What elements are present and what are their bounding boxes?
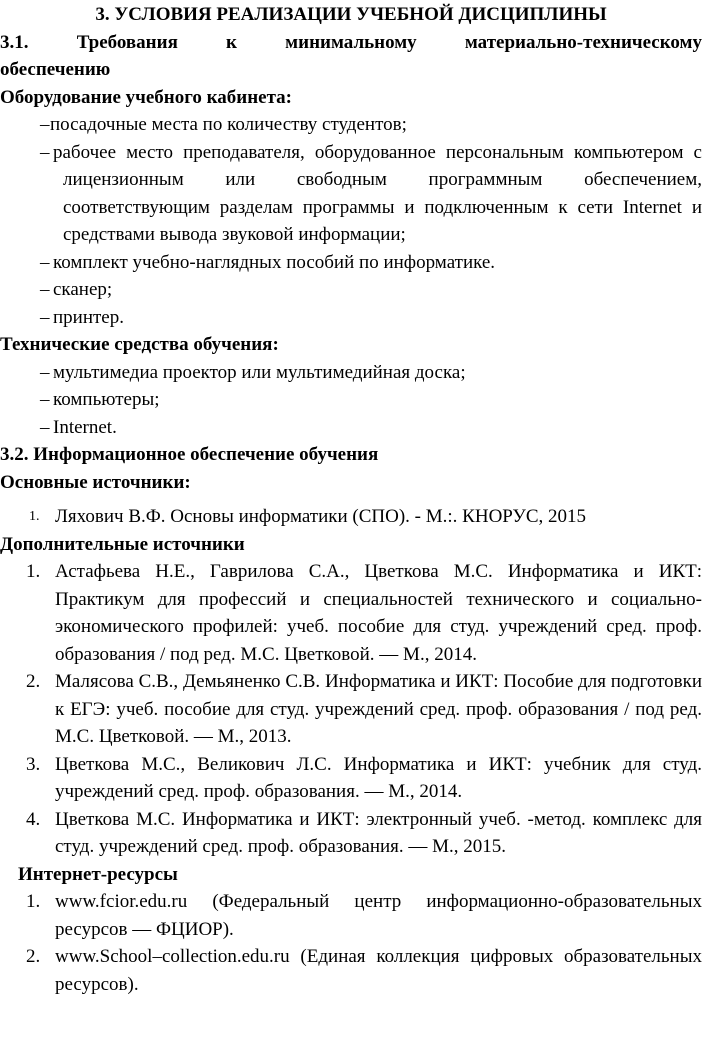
resource-number: 1. (26, 891, 41, 912)
list-item-text: компьютеры; (53, 389, 160, 410)
reference-number: 2. (26, 671, 41, 692)
section-3-1-heading: 3.1. Требования к минимальному материально-техническому (0, 31, 702, 53)
section-title: 3. УСЛОВИЯ РЕАЛИЗАЦИИ УЧЕБНОЙ ДИСЦИПЛИНЫ (95, 4, 607, 25)
equipment-heading: Оборудование учебного кабинета: (0, 86, 293, 108)
list-item-text: сканер; (53, 279, 113, 300)
tech-list (0, 359, 702, 442)
list-item-text: посадочные места по количеству студентов; (50, 114, 407, 135)
reference-number: 3. (26, 753, 41, 775)
list-item-text: Internet. (53, 416, 117, 438)
resource-number: 2. (26, 946, 41, 967)
list-item (0, 386, 702, 414)
list-item (0, 304, 702, 332)
reference-item (0, 751, 702, 806)
list-item (0, 139, 702, 249)
reference-number: 1. (26, 561, 41, 582)
dash-marker: – (40, 306, 50, 328)
list-item (0, 249, 702, 277)
internet-resources-heading: Интернет-ресурсы (18, 863, 178, 885)
list-item (0, 111, 702, 139)
resource-text: www.fcior.edu.ru (Федеральный центр информационно-образовательных ресурсов — ФЦИОР). (55, 891, 702, 940)
list-item-text: мультимедиа проектор или мультимедийная доска; (53, 361, 466, 383)
reference-text: Ляхович В.Ф. Основы информатики (СПО). - М.:. КНОРУС, 2015 (55, 506, 587, 527)
reference-number: 1. (29, 509, 40, 524)
section-3-1-heading-cont: обеспечению (0, 59, 111, 80)
equipment-list (0, 111, 702, 331)
list-item (0, 359, 702, 387)
dash-marker: – (40, 279, 50, 300)
dash-marker: – (40, 389, 50, 410)
reference-number: 4. (26, 808, 41, 830)
reference-text: Цветкова М.С. Информатика и ИКТ: электронный учеб. -метод. комплекс для студ. учреждений сред. проф. образования. — М., 2015. (55, 808, 702, 857)
dash-marker: – (40, 361, 50, 383)
list-item-text: принтер. (53, 306, 124, 328)
reference-text: Малясова С.В., Демьяненко С.В. Информатика и ИКТ: Пособие для подготовки к ЕГЭ: учеб. пособие для студ. учреждений сред. проф. образования / под ред. М.С. Цветковой. — М., 2013. (55, 671, 702, 747)
list-item (0, 276, 702, 304)
dash-marker: – (40, 416, 50, 438)
main-sources-heading: Основные источники: (0, 471, 191, 493)
list-item-text: рабочее место преподавателя, оборудованное персональным компьютером с лицензионным или свободным программным обеспечением, соответствующим разделам программы и подключенным к сети Internet и средствами вывода звуковой информации; (53, 141, 702, 245)
section-3-2-heading: 3.2. Информационное обеспечение обучения (0, 444, 379, 465)
reference-item (0, 503, 702, 531)
reference-text: Астафьева Н.Е., Гаврилова С.А., Цветкова М.С. Информатика и ИКТ: Практикум для профессий и специальностей технического и социально-экономического профилей: учеб. пособие для студ. учреждений сред. проф. образования / под ред. М.С. Цветковой. — М., 2014. (55, 561, 702, 665)
reference-item (0, 668, 702, 751)
reference-item (0, 558, 702, 668)
additional-sources-heading: Дополнительные источники (0, 533, 245, 555)
tech-heading: Технические средства обучения: (0, 334, 279, 355)
resource-item (0, 888, 702, 943)
dash-marker: – (40, 251, 50, 273)
reference-item (0, 806, 702, 861)
list-item-text: комплект учебно-наглядных пособий по информатике. (53, 251, 496, 273)
dash-marker: – (40, 141, 50, 163)
resource-item (0, 943, 702, 998)
list-item (0, 414, 702, 442)
dash-marker: – (40, 114, 50, 135)
reference-text: Цветкова М.С., Великович Л.С. Информатика и ИКТ: учебник для студ. учреждений сред. проф. образования. — М., 2014. (55, 753, 702, 802)
resource-text: www.School–collection.edu.ru (Единая коллекция цифровых образовательных ресурсов). (55, 946, 702, 995)
